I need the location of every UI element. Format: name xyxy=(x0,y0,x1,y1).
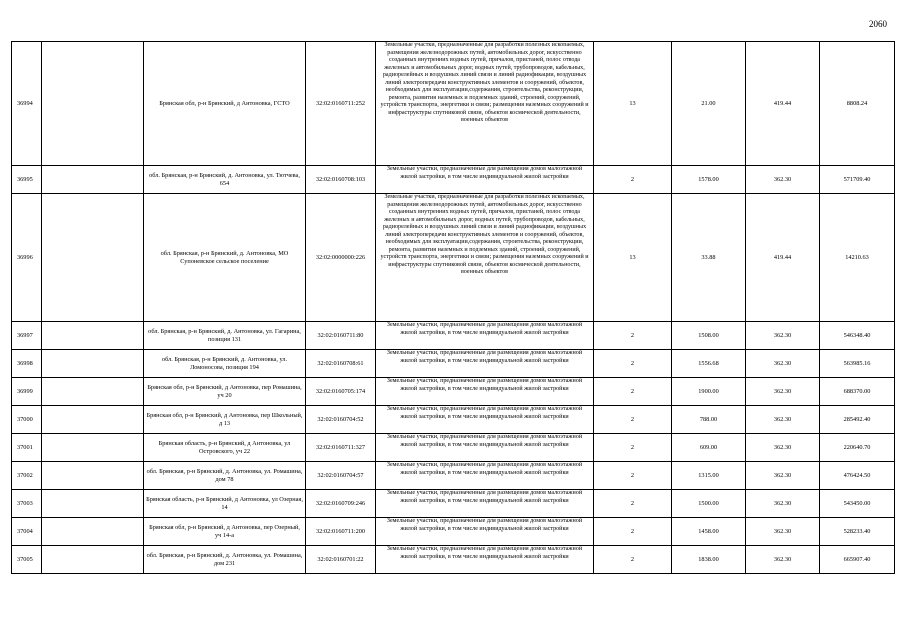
table-row xyxy=(12,42,895,166)
land-use-cell: Земельные участки, предназначенные для размещения домов малоэтажной жилой застройки, в том числе индивидуальной жилой застройки xyxy=(376,546,594,574)
blank-cell xyxy=(42,434,144,462)
cadastral-number-cell: 32:02:0160701:22 xyxy=(306,546,376,574)
group-cell: 2 xyxy=(594,378,672,406)
group-cell: 2 xyxy=(594,546,672,574)
blank-cell xyxy=(42,546,144,574)
row-number: 36999 xyxy=(12,378,42,406)
address-cell: Брянская обл, р-н Брянский, д Антоновка, пер Озерный, уч 14-а xyxy=(144,518,306,546)
group-cell: 2 xyxy=(594,434,672,462)
cadastral-value-cell: 688370.00 xyxy=(820,378,895,406)
cadastral-number-cell: 32:02:0160711:252 xyxy=(306,42,376,166)
cadastral-number-cell: 32:02:0160711:80 xyxy=(306,322,376,350)
address-cell: обл. Брянская, р-н Брянский, д. Антоновка, ул. Гагарина, позиция 131 xyxy=(144,322,306,350)
page-number: 2060 xyxy=(869,19,887,29)
row-number: 37001 xyxy=(12,434,42,462)
row-number: 37003 xyxy=(12,490,42,518)
row-number: 36998 xyxy=(12,350,42,378)
area-cell: 1315.00 xyxy=(672,462,746,490)
area-cell: 1556.68 xyxy=(672,350,746,378)
address-cell: Брянская обл, р-н Брянский, д Антоновка, ГСТО xyxy=(144,42,306,166)
table-row xyxy=(12,350,895,378)
cadastral-number-cell: 32:02:0160711:200 xyxy=(306,518,376,546)
blank-cell xyxy=(42,194,144,322)
area-cell: 609.00 xyxy=(672,434,746,462)
land-use-cell: Земельные участки, предназначенные для размещения домов малоэтажной жилой застройки, в том числе индивидуальной жилой застройки xyxy=(376,378,594,406)
row-number: 36995 xyxy=(12,166,42,194)
land-use-cell: Земельные участки, предназначенные для размещения домов малоэтажной жилой застройки, в том числе индивидуальной жилой застройки xyxy=(376,518,594,546)
address-cell: обл. Брянская, р-н Брянский, д. Антоновка, ул. Тютчева, 654 xyxy=(144,166,306,194)
table-row xyxy=(12,166,895,194)
address-cell: Брянская обл, р-н Брянский, д Антоновка, пер Школьный, д 13 xyxy=(144,406,306,434)
cadastral-value-cell: 285492.40 xyxy=(820,406,895,434)
table-row xyxy=(12,518,895,546)
cadastral-number-cell: 32:02:0160708:103 xyxy=(306,166,376,194)
row-number: 37000 xyxy=(12,406,42,434)
address-cell: Брянская область, р-н Брянский, д Антоновка, ул Островского, уч 22 xyxy=(144,434,306,462)
cadastral-value-cell: 220640.70 xyxy=(820,434,895,462)
blank-cell xyxy=(42,490,144,518)
land-use-cell: Земельные участки, предназначенные для разработки полезных ископаемых, размещения железнодорожных путей, автомобильных дорог, искусственно созданных внутренних водных путей, причалов, пристаней, полос отвода железных и автомобильных дорог, водных путей, трубопроводов, кабельных, радиорелейных и воздушных линий связи и линий радиофикации, воздушных линий электропередачи конструктивных элементов и сооружений, объектов, необходимых для эксплуатации,содержания, строительства, реконструкции, ремонта, развития наземных и подземных зданий, строений, сооружений, устройств транспорта, энергетики и связи; размещения наземных сооружений и инфраструктуры спутниковой связи, объектов космической деятельности, военных объектов xyxy=(376,42,594,166)
area-cell: 1900.00 xyxy=(672,378,746,406)
blank-cell xyxy=(42,462,144,490)
table-body xyxy=(12,42,895,574)
group-cell: 2 xyxy=(594,406,672,434)
cadastral-value-cell: 476424.50 xyxy=(820,462,895,490)
rate-cell: 419.44 xyxy=(746,42,820,166)
group-cell: 13 xyxy=(594,194,672,322)
cadastral-value-cell: 546348.40 xyxy=(820,322,895,350)
blank-cell xyxy=(42,166,144,194)
row-number: 36996 xyxy=(12,194,42,322)
group-cell: 2 xyxy=(594,350,672,378)
area-cell: 1500.00 xyxy=(672,490,746,518)
row-number: 37002 xyxy=(12,462,42,490)
group-cell: 2 xyxy=(594,322,672,350)
table-row xyxy=(12,490,895,518)
land-use-cell: Земельные участки, предназначенные для размещения домов малоэтажной жилой застройки, в том числе индивидуальной жилой застройки xyxy=(376,166,594,194)
land-use-cell: Земельные участки, предназначенные для размещения домов малоэтажной жилой застройки, в том числе индивидуальной жилой застройки xyxy=(376,434,594,462)
area-cell: 1508.00 xyxy=(672,322,746,350)
rate-cell: 362.30 xyxy=(746,350,820,378)
area-cell: 33.88 xyxy=(672,194,746,322)
cadastral-value-cell: 8808.24 xyxy=(820,42,895,166)
rate-cell: 419.44 xyxy=(746,194,820,322)
row-number: 37005 xyxy=(12,546,42,574)
address-cell: обл. Брянская, р-н Брянский, д. Антоновка, ул. Ромашина, дом 231 xyxy=(144,546,306,574)
address-cell: Брянская обл, р-н Брянский, д Антоновка, пер Ромашина, уч 20 xyxy=(144,378,306,406)
rate-cell: 362.30 xyxy=(746,434,820,462)
land-use-cell: Земельные участки, предназначенные для размещения домов малоэтажной жилой застройки, в том числе индивидуальной жилой застройки xyxy=(376,350,594,378)
cadastral-number-cell: 32:02:0160708:61 xyxy=(306,350,376,378)
group-cell: 2 xyxy=(594,462,672,490)
group-cell: 13 xyxy=(594,42,672,166)
address-cell: Брянская область, р-н Брянский, д Антоновка, ул Озерная, 14 xyxy=(144,490,306,518)
rate-cell: 362.30 xyxy=(746,462,820,490)
land-use-cell: Земельные участки, предназначенные для размещения домов малоэтажной жилой застройки, в том числе индивидуальной жилой застройки xyxy=(376,322,594,350)
cadastral-number-cell: 32:02:0160705:174 xyxy=(306,378,376,406)
land-use-cell: Земельные участки, предназначенные для размещения домов малоэтажной жилой застройки, в том числе индивидуальной жилой застройки xyxy=(376,462,594,490)
blank-cell xyxy=(42,518,144,546)
table-row xyxy=(12,406,895,434)
rate-cell: 362.30 xyxy=(746,518,820,546)
group-cell: 2 xyxy=(594,518,672,546)
cadastral-value-table xyxy=(11,41,895,574)
address-cell: обл. Брянская, р-н Брянский, д. Антоновка, ул. Ромашина, дом 78 xyxy=(144,462,306,490)
table-row xyxy=(12,194,895,322)
cadastral-number-cell: 32:02:0160711:327 xyxy=(306,434,376,462)
address-cell: обл. Брянская, р-н Брянский, д. Антоновка, МО Супоневское сельское поселение xyxy=(144,194,306,322)
cadastral-number-cell: 32:02:0000000:226 xyxy=(306,194,376,322)
cadastral-value-cell: 14210.63 xyxy=(820,194,895,322)
cadastral-value-cell: 665907.40 xyxy=(820,546,895,574)
area-cell: 788.00 xyxy=(672,406,746,434)
rate-cell: 362.30 xyxy=(746,322,820,350)
table-row xyxy=(12,434,895,462)
rate-cell: 362.30 xyxy=(746,166,820,194)
land-use-cell: Земельные участки, предназначенные для размещения домов малоэтажной жилой застройки, в том числе индивидуальной жилой застройки xyxy=(376,406,594,434)
land-use-cell: Земельные участки, предназначенные для размещения домов малоэтажной жилой застройки, в том числе индивидуальной жилой застройки xyxy=(376,490,594,518)
row-number: 37004 xyxy=(12,518,42,546)
cadastral-value-cell: 563985.16 xyxy=(820,350,895,378)
area-cell: 1458.00 xyxy=(672,518,746,546)
rate-cell: 362.30 xyxy=(746,546,820,574)
row-number: 36994 xyxy=(12,42,42,166)
group-cell: 2 xyxy=(594,166,672,194)
cadastral-number-cell: 32:02:0160704:52 xyxy=(306,406,376,434)
blank-cell xyxy=(42,350,144,378)
table-row xyxy=(12,462,895,490)
blank-cell xyxy=(42,322,144,350)
land-use-cell: Земельные участки, предназначенные для разработки полезных ископаемых, размещения железнодорожных путей, автомобильных дорог, искусственно созданных внутренних водных путей, причалов, пристаней, полос отвода железных и автомобильных дорог, водных путей, трубопроводов, кабельных, радиорелейных и воздушных линий связи и линий радиофикации, воздушных линий электропередачи конструктивных элементов и сооружений, объектов, необходимых для эксплуатации,содержания, строительства, реконструкции, ремонта, развития наземных и подземных зданий, строений, сооружений, устройств транспорта, энергетики и связи; размещения наземных сооружений и инфраструктуры спутниковой связи, объектов космической деятельности, военных объектов xyxy=(376,194,594,322)
area-cell: 1838.00 xyxy=(672,546,746,574)
cadastral-value-cell: 543450.00 xyxy=(820,490,895,518)
row-number: 36997 xyxy=(12,322,42,350)
blank-cell xyxy=(42,42,144,166)
table-row xyxy=(12,378,895,406)
group-cell: 2 xyxy=(594,490,672,518)
address-cell: обл. Брянская, р-н Брянский, д. Антоновка, ул. Ломоносова, позиция 194 xyxy=(144,350,306,378)
cadastral-value-cell: 528233.40 xyxy=(820,518,895,546)
cadastral-number-cell: 32:02:0160704:57 xyxy=(306,462,376,490)
area-cell: 21.00 xyxy=(672,42,746,166)
cadastral-number-cell: 32:02:0160709:246 xyxy=(306,490,376,518)
table-row xyxy=(12,322,895,350)
area-cell: 1578.00 xyxy=(672,166,746,194)
blank-cell xyxy=(42,378,144,406)
table-row xyxy=(12,546,895,574)
rate-cell: 362.30 xyxy=(746,406,820,434)
cadastral-value-cell: 571709.40 xyxy=(820,166,895,194)
rate-cell: 362.30 xyxy=(746,378,820,406)
blank-cell xyxy=(42,406,144,434)
rate-cell: 362.30 xyxy=(746,490,820,518)
